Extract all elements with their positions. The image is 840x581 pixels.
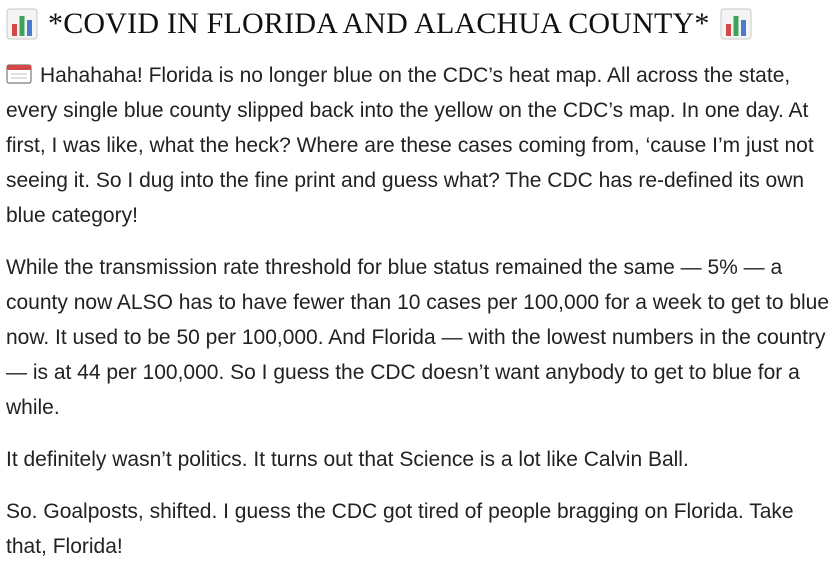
bar-chart-icon xyxy=(720,8,752,40)
paragraph-2: While the transmission rate threshold for blue status remained the same — 5% — a county now ALSO has to have fewer than 10 cases per 100,000 for a week to get to blue now. It used to be 50 per 100,000. And Florida — with the lowest numbers in the country — is at 44 per 100,000. So I guess the CDC doesn’t want anybody to get to blue for a while. xyxy=(6,256,830,419)
bar-chart-icon xyxy=(6,8,38,40)
paragraph-1 xyxy=(6,58,832,233)
paragraph-3: It definitely wasn’t politics. It turns out that Science is a lot like Calvin Ball. xyxy=(6,448,689,471)
article-body xyxy=(6,58,832,581)
paragraph-1-text: Hahahaha! Florida is no longer blue on the CDC’s heat map. All across the state, every single blue county slipped back into the yellow on the CDC’s map. In one day. At first, I was like, what the heck? Where are these cases coming from, ‘cause I’m just not seeing it. So I dug into the fine print and guess what? The CDC has re-defined its own blue category! xyxy=(6,64,814,227)
page-title: *COVID IN FLORIDA AND ALACHUA COUNTY* xyxy=(48,7,710,40)
title-row xyxy=(6,6,752,42)
paragraph-4: So. Goalposts, shifted. I guess the CDC got tired of people bragging on Florida. Take that, Florida! xyxy=(6,500,794,558)
calendar-icon xyxy=(6,64,32,84)
